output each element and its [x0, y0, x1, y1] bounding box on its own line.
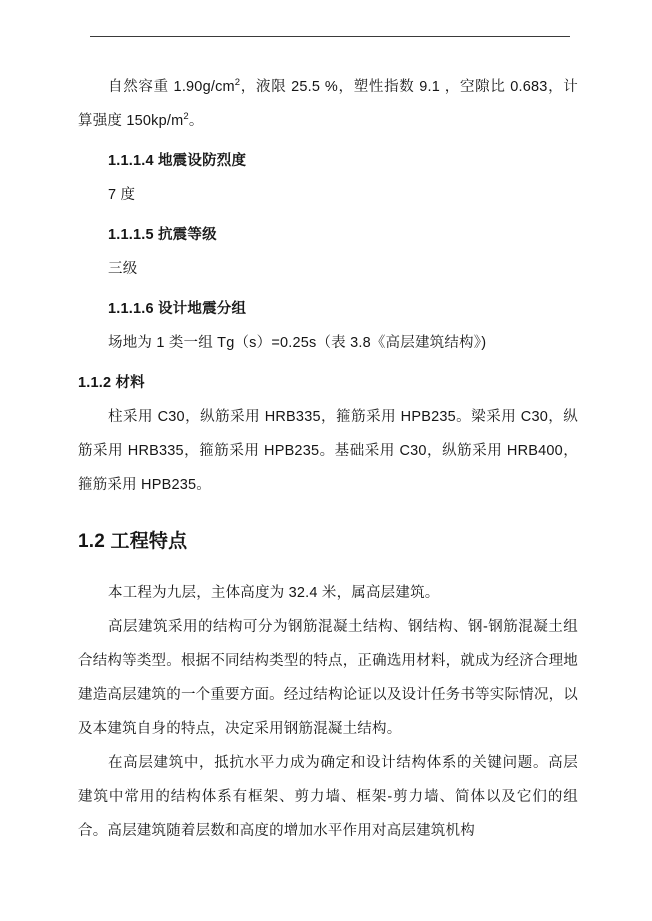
heading-1-1-1-5: 1.1.1.5 抗震等级: [108, 227, 217, 243]
heading-1-1-2: 1.1.2 材料: [78, 375, 145, 391]
paragraph-1-1-1-4: 7 度: [108, 187, 136, 203]
spacer: [78, 502, 578, 524]
heading-1-1-1-6: 1.1.1.6 设计地震分组: [108, 301, 247, 317]
paragraph-1-2-1: 本工程为九层，主体高度为 32.4 米，属高层建筑。: [108, 585, 440, 601]
header-rule: [90, 36, 570, 37]
spacer: [78, 560, 578, 576]
paragraph-1-2-3: 在高层建筑中，抵抗水平力成为确定和设计结构体系的关键问题。高层建筑中常用的结构体系有框架、剪力墙、框架-剪力墙、简体以及它们的组合。高层建筑随着层数和高度的增加水平作用对高层建筑机构: [78, 755, 578, 839]
paragraph-1-1-2: 柱采用 C30，纵筋采用 HRB335，箍筋采用 HPB235。梁采用 C30，纵筋采用 HRB335，箍筋采用 HPB235。基础采用 C30，纵筋采用 HRB400，箍筋采用 HPB235。: [78, 409, 578, 493]
soil-props-superscript-1: 2: [234, 77, 241, 89]
soil-props-text-3: 。: [188, 113, 204, 129]
heading-1-1-1-4: 1.1.1.4 地震设防烈度: [108, 153, 247, 169]
heading-1-2: 1.2 工程特点: [78, 531, 188, 552]
soil-props-text-1: 自然容重 1.90g/cm: [108, 79, 235, 95]
paragraph-1-2-2: 高层建筑采用的结构可分为钢筋混凝土结构、钢结构、钢-钢筋混凝土组合结构等类型。根据不同结构类型的特点，正确选用材料，就成为经济合理地建造高层建筑的一个重要方面。经过结构论证以及设计任务书等实际情况，以及本建筑自身的特点，决定采用钢筋混凝土结构。: [78, 619, 578, 737]
soil-props-text-2: ，液限 25.5 %，塑性指数 9.1 ，空隙比 0.683，计算强度 150kp/m: [78, 79, 578, 129]
paragraph-1-1-1-5: 三级: [108, 261, 138, 277]
paragraph-soil-properties: [78, 70, 578, 138]
soil-props-superscript-2: 2: [183, 111, 189, 123]
document-body: [78, 70, 578, 848]
paragraph-1-1-1-6: 场地为 1 类一组 Tg（s）=0.25s（表 3.8《高层建筑结构》): [108, 335, 487, 351]
